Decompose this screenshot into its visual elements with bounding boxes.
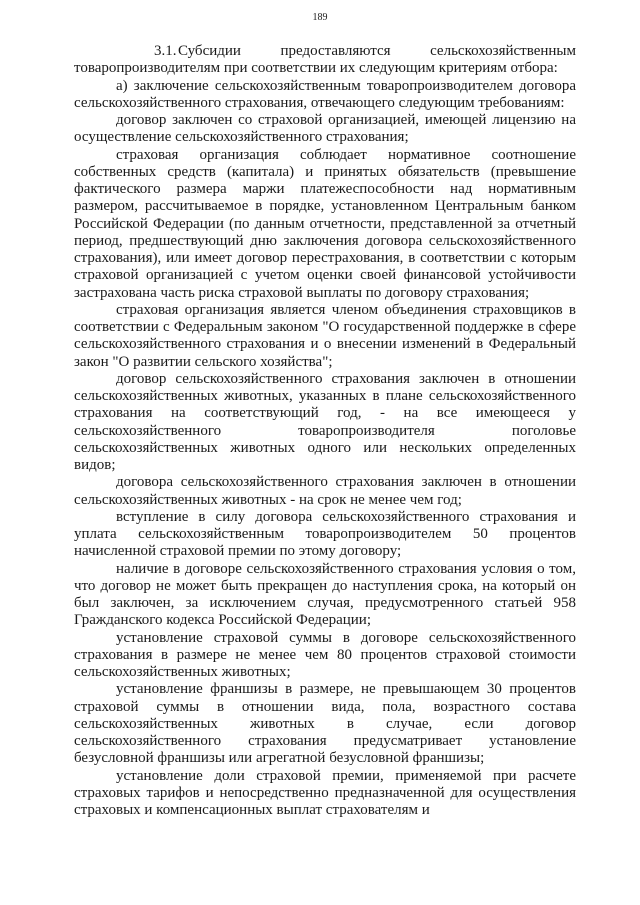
paragraph-text: Субсидии предоставляются сельскохозяйственным товаропроизводителям при соответствии их следующим критериям отбора: <box>74 43 576 77</box>
clause-number: 3.1. <box>154 43 177 59</box>
paragraph: договор сельскохозяйственного страхования заключен в отношении сельскохозяйственных животных, указанных в плане сельскохозяйственного страхования на соответствующий год, - на все имеющееся у сельскохозяйственного товаропроизводителя поголовье сельскохозяйственных животных одного или нескольких определенных видов; <box>74 370 576 473</box>
paragraph: договор заключен со страховой организацией, имеющей лицензию на осуществление сельскохозяйственного страхования; <box>74 112 576 146</box>
paragraph: вступление в силу договора сельскохозяйственного страхования и уплата сельскохозяйственным товаропроизводителем 50 процентов начисленной страховой премии по этому договору; <box>74 508 576 560</box>
paragraph-clause-3-1 <box>74 43 576 78</box>
document-body <box>74 43 576 819</box>
paragraph: договора сельскохозяйственного страхования заключен в отношении сельскохозяйственных животных - на срок не менее чем год; <box>74 474 576 508</box>
paragraph: установление страховой суммы в договоре сельскохозяйственного страхования в размере не менее чем 80 процентов страховой стоимости сельскохозяйственных животных; <box>74 629 576 680</box>
paragraph: наличие в договоре сельскохозяйственного страхования условия о том, что договор не может быть прекращен до наступления срока, на который он был заключен, за исключением случая, предусмотренного статьей 958 Гражданского кодекса Российской Федерации; <box>74 560 576 629</box>
paragraph: установление доли страховой премии, применяемой при расчете страховых тарифов и непосредственно предназначенной для осуществления страховых и компенсационных выплат страхователям и <box>74 767 576 818</box>
paragraph: страховая организация соблюдает нормативное соотношение собственных средств (капитала) и принятых обязательств (превышение фактического размера маржи платежеспособности над нормативным размером, рассчитываемое в порядке, установленном Центральным банком Российской Федерации (по данным отчетности, представленной за отчетный период, предшествующий дню заключения договора сельскохозяйственного страхования), или имеет договор перестрахования, в соответствии с которым страховой организацией с учетом оценки своей финансовой устойчивости застрахована часть риска страховой выплаты по договору страхования; <box>74 146 576 301</box>
paragraph: а) заключение сельскохозяйственным товаропроизводителем договора сельскохозяйственного страхования, отвечающего следующим требованиям: <box>74 77 576 111</box>
paragraph: страховая организация является членом объединения страховщиков в соответствии с Федеральным законом "О государственной поддержке в сфере сельскохозяйственного страхования и о внесении изменений в Федеральный закон "О развитии сельского хозяйства"; <box>74 301 576 370</box>
page-number: 189 <box>312 12 328 23</box>
paragraph: установление франшизы в размере, не превышающем 30 процентов страховой суммы в отношении вида, пола, возрастного состава сельскохозяйственных животных в случае, если договор сельскохозяйственного страхования предусматривает установление безусловной франшизы или агрегатной безусловной франшизы; <box>74 681 576 767</box>
